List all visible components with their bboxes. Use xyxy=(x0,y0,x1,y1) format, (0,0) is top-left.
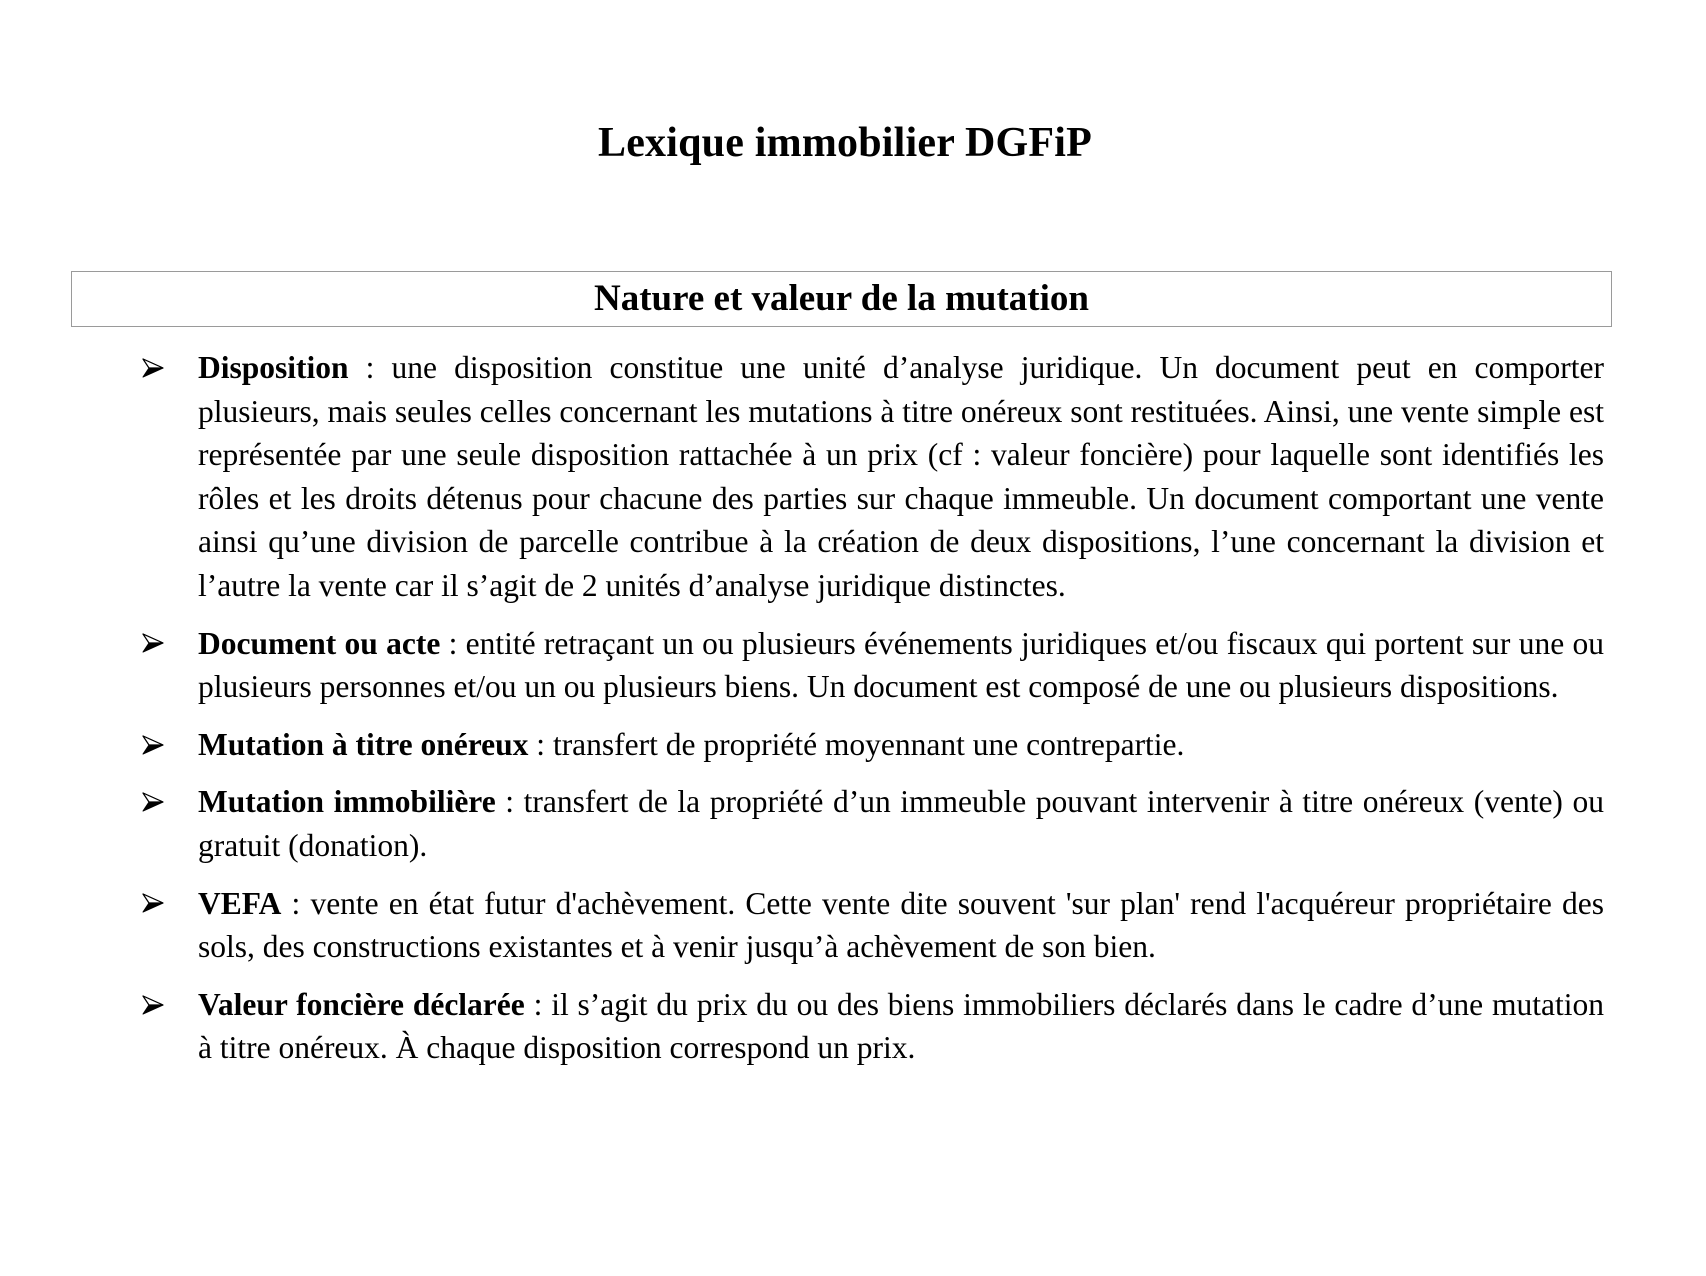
arrowhead-bullet-icon xyxy=(138,346,168,390)
term-separator: : xyxy=(495,784,524,820)
glossary-term: Mutation immobilière xyxy=(198,784,496,820)
glossary-entry-mutation-immobiliere xyxy=(0,780,1604,867)
glossary-term: Mutation à titre onéreux xyxy=(198,726,529,762)
glossary-definition: transfert de la propriété d’un immeuble pouvant intervenir à titre onéreux (vente) ou gratuit (donation). xyxy=(198,784,1604,863)
glossary-entry-disposition xyxy=(0,346,1604,608)
glossary-term: VEFA xyxy=(198,885,282,921)
glossary-definition: une disposition constitue une unité d’analyse juridique. Un document peut en comporter plusieurs, mais seules celles concernant les mutations à titre onéreux sont restituées. Ainsi, une vente simple est représentée par une seule disposition rattachée à un prix (cf : valeur foncière) pour laquelle sont identifiés les rôles et les droits détenus pour chacune des parties sur chaque immeuble. Un document comportant une vente ainsi qu’une division de parcelle contribue à la création de deux dispositions, l’une concernant la division et l’autre la vente car il s’agit de 2 unités d’analyse juridique distinctes. xyxy=(198,350,1604,603)
glossary-entry-document-ou-acte xyxy=(0,622,1604,709)
glossary-term: Valeur foncière déclarée xyxy=(198,986,525,1022)
section-heading-box xyxy=(71,271,1612,327)
glossary-term: Document ou acte xyxy=(198,625,441,661)
arrowhead-bullet-icon xyxy=(138,622,168,666)
page-title: Lexique immobilier DGFiP xyxy=(598,120,1092,167)
section-heading: Nature et valeur de la mutation xyxy=(593,278,1089,319)
term-separator: : xyxy=(524,986,552,1022)
arrowhead-bullet-icon xyxy=(138,882,168,926)
glossary-term: Disposition xyxy=(198,350,349,385)
term-separator: : xyxy=(348,350,392,385)
arrowhead-bullet-icon xyxy=(138,780,168,824)
glossary-definition: transfert de propriété moyennant une contrepartie. xyxy=(552,726,1185,762)
term-separator: : xyxy=(281,885,311,921)
arrowhead-bullet-icon xyxy=(138,983,168,1027)
term-separator: : xyxy=(440,625,466,661)
glossary-entry-vefa xyxy=(0,882,1604,969)
term-separator: : xyxy=(528,726,553,762)
glossary-definition: il s’agit du prix du ou des biens immobiliers déclarés dans le cadre d’une mutation à titre onéreux. À chaque disposition correspond un prix. xyxy=(198,986,1604,1066)
glossary-definition: entité retraçant un ou plusieurs événements juridiques et/ou fiscaux qui portent sur une ou plusieurs personnes et/ou un ou plusieurs biens. Un document est composé de une ou plusieurs dispositions. xyxy=(198,625,1604,705)
glossary-entry-valeur-fonciere xyxy=(0,983,1604,1070)
glossary-list xyxy=(0,346,1706,1084)
glossary-definition: vente en état futur d'achèvement. Cette vente dite souvent 'sur plan' rend l'acquéreur propriétaire des sols, des constructions existantes et à venir jusqu’à achèvement de son bien. xyxy=(198,885,1604,965)
glossary-entry-mutation-onereux xyxy=(0,723,1604,767)
arrowhead-bullet-icon xyxy=(138,723,168,767)
